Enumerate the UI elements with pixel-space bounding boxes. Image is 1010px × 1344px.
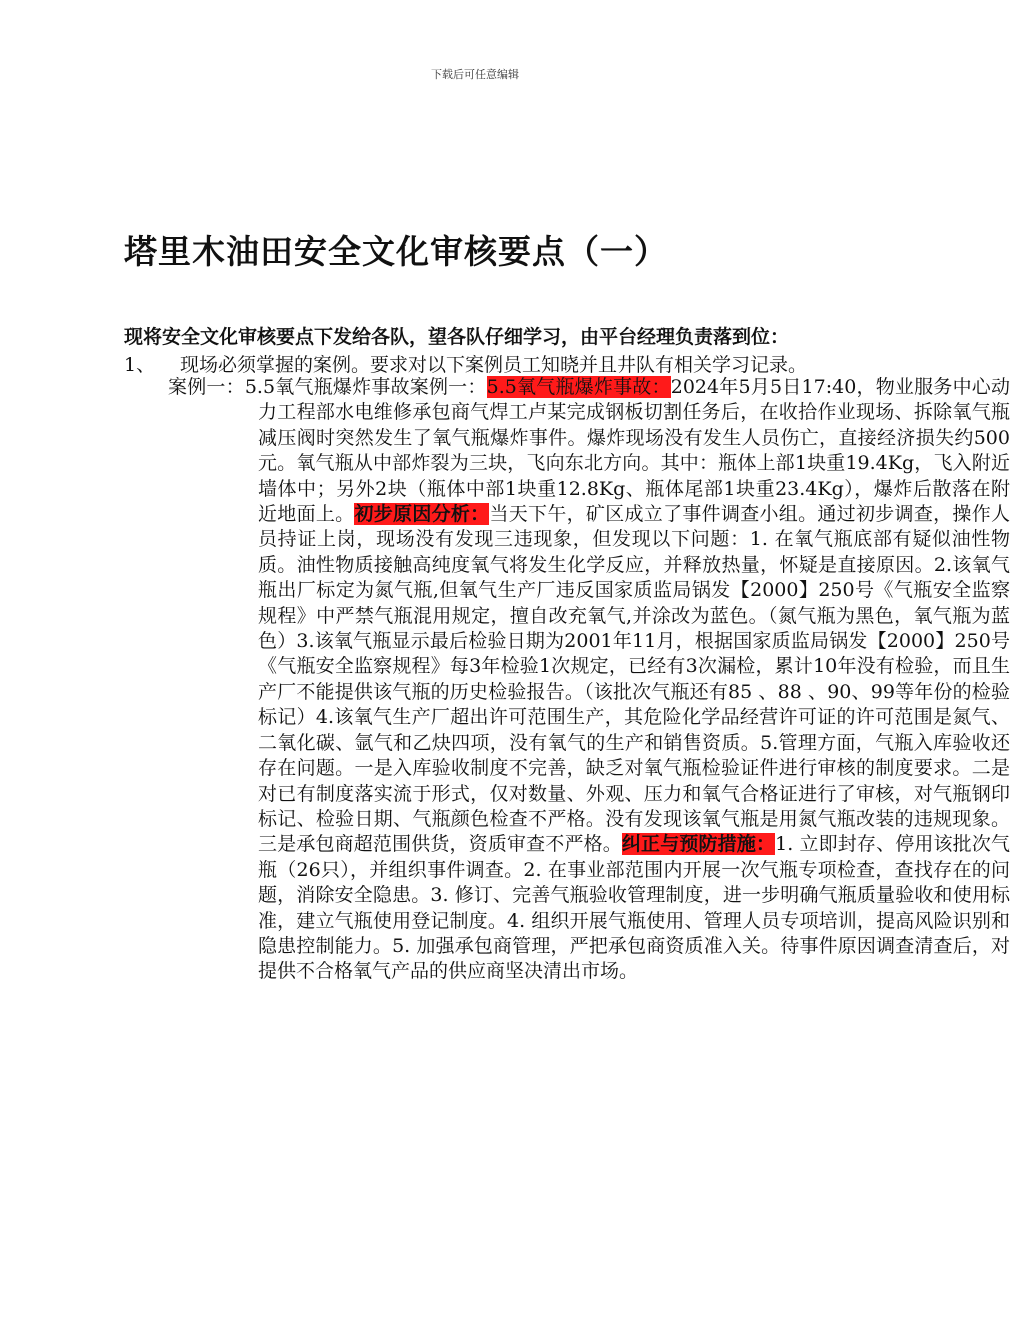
cause-analysis-text: 当天下午，矿区成立了事件调查小组。通过初步调查，操作人员持证上岗，现场没有发现三违现象，但发现以下问题：1. 在氧气瓶底部有疑似油性物质。油性物质接触高纯度氧气将发生化学反应，并释放热量，怀疑是直接原因。2.该氧气瓶出厂标定为氮气瓶,但氧气生产厂违反国家质监局锅发【2000】250号《气瓶安全监察规程》中严禁气瓶混用规定，擅自改充氧气,并涂改为蓝色。（氮气瓶为黑色，氧气瓶为蓝色）3.该氧气瓶显示最后检验日期为2001年11月，根据国家质监局锅发【2000】250号《气瓶安全监察规程》每3年检验1次规定，已经有3次漏检，累计10年没有检验，而且生产厂不能提供该气瓶的历史检验报告。（该批次气瓶还有85 、88 、90、99等年份的检验标记）4.该氧气生产厂超出许可范围生产，其危险化学品经营许可证的许可范围是氮气、二氧化碳、氩气和乙炔四项，没有氧气的生产和销售资质。5.管理方面，气瓶入库验收还存在问题。一是入库验收制度不完善，缺乏对氧气瓶检验证件进行审核的制度要求。二是对已有制度落实流于形式，仅对数量、外观、压力和氧气合格证进行了审核，对气瓶钢印标记、检验日期、气瓶颜色检查不严格。没有发现该氧气瓶是用氮气瓶改装的违规现象。三是承包商超范围供货，资质审查不严格。 [258,503,1010,856]
case-one-paragraph [168,375,1010,985]
corrective-measures-heading: 纠正与预防措施： [621,833,776,856]
list-item-1 [124,350,924,377]
cause-analysis-heading: 初步原因分析： [354,503,490,526]
accident-heading: 5.5氧气瓶爆炸事故： [486,376,671,398]
document-title: 塔里木油田安全文化审核要点（一） [124,232,668,271]
list-item-number: 1、 [124,354,156,376]
intro-paragraph: 现将安全文化审核要点下发给各队，望各队仔细学习，由平台经理负责落到位： [124,326,790,348]
accident-description: 2024年5月5日17:40，物业服务中心动力工程部水电维修承包商气焊工卢某完成钢板切割任务后，在收拾作业现场、拆除氧气瓶减压阀时突然发生了氧气瓶爆炸事件。爆炸现场没有发生人员伤亡，直接经济损失约500元。氧气瓶从中部炸裂为三块，飞向东北方向。其中：瓶体上部1块重19.4Kg，飞入附近墙体中；另外2块（瓶体中部1块重12.8Kg、瓶体尾部1块重23.4Kg），爆炸后散落在附近地面上。 [258,376,1010,526]
list-item-text: 现场必须掌握的案例。要求对以下案例员工知晓并且井队有相关学习记录。 [180,354,808,376]
header-note: 下载后可任意编辑 [431,68,519,81]
corrective-measures-text: 1. 立即封存、停用该批次气瓶（26只），并组织事件调查。2. 在事业部范围内开展一次气瓶专项检查，查找存在的问题，消除安全隐患。3. 修订、完善气瓶验收管理制度，进一步明确气瓶质量验收和使用标准，建立气瓶使用登记制度。4. 组织开展气瓶使用、管理人员专项培训，提高风险识别和隐患控制能力。5. 加强承包商管理，严把承包商资质准入关。待事件原因调查清查后，对提供不合格氧气产品的供应商坚决清出市场。 [258,833,1010,983]
case-prefix: 案例一：5.5氧气瓶爆炸事故案例一： [168,376,487,398]
